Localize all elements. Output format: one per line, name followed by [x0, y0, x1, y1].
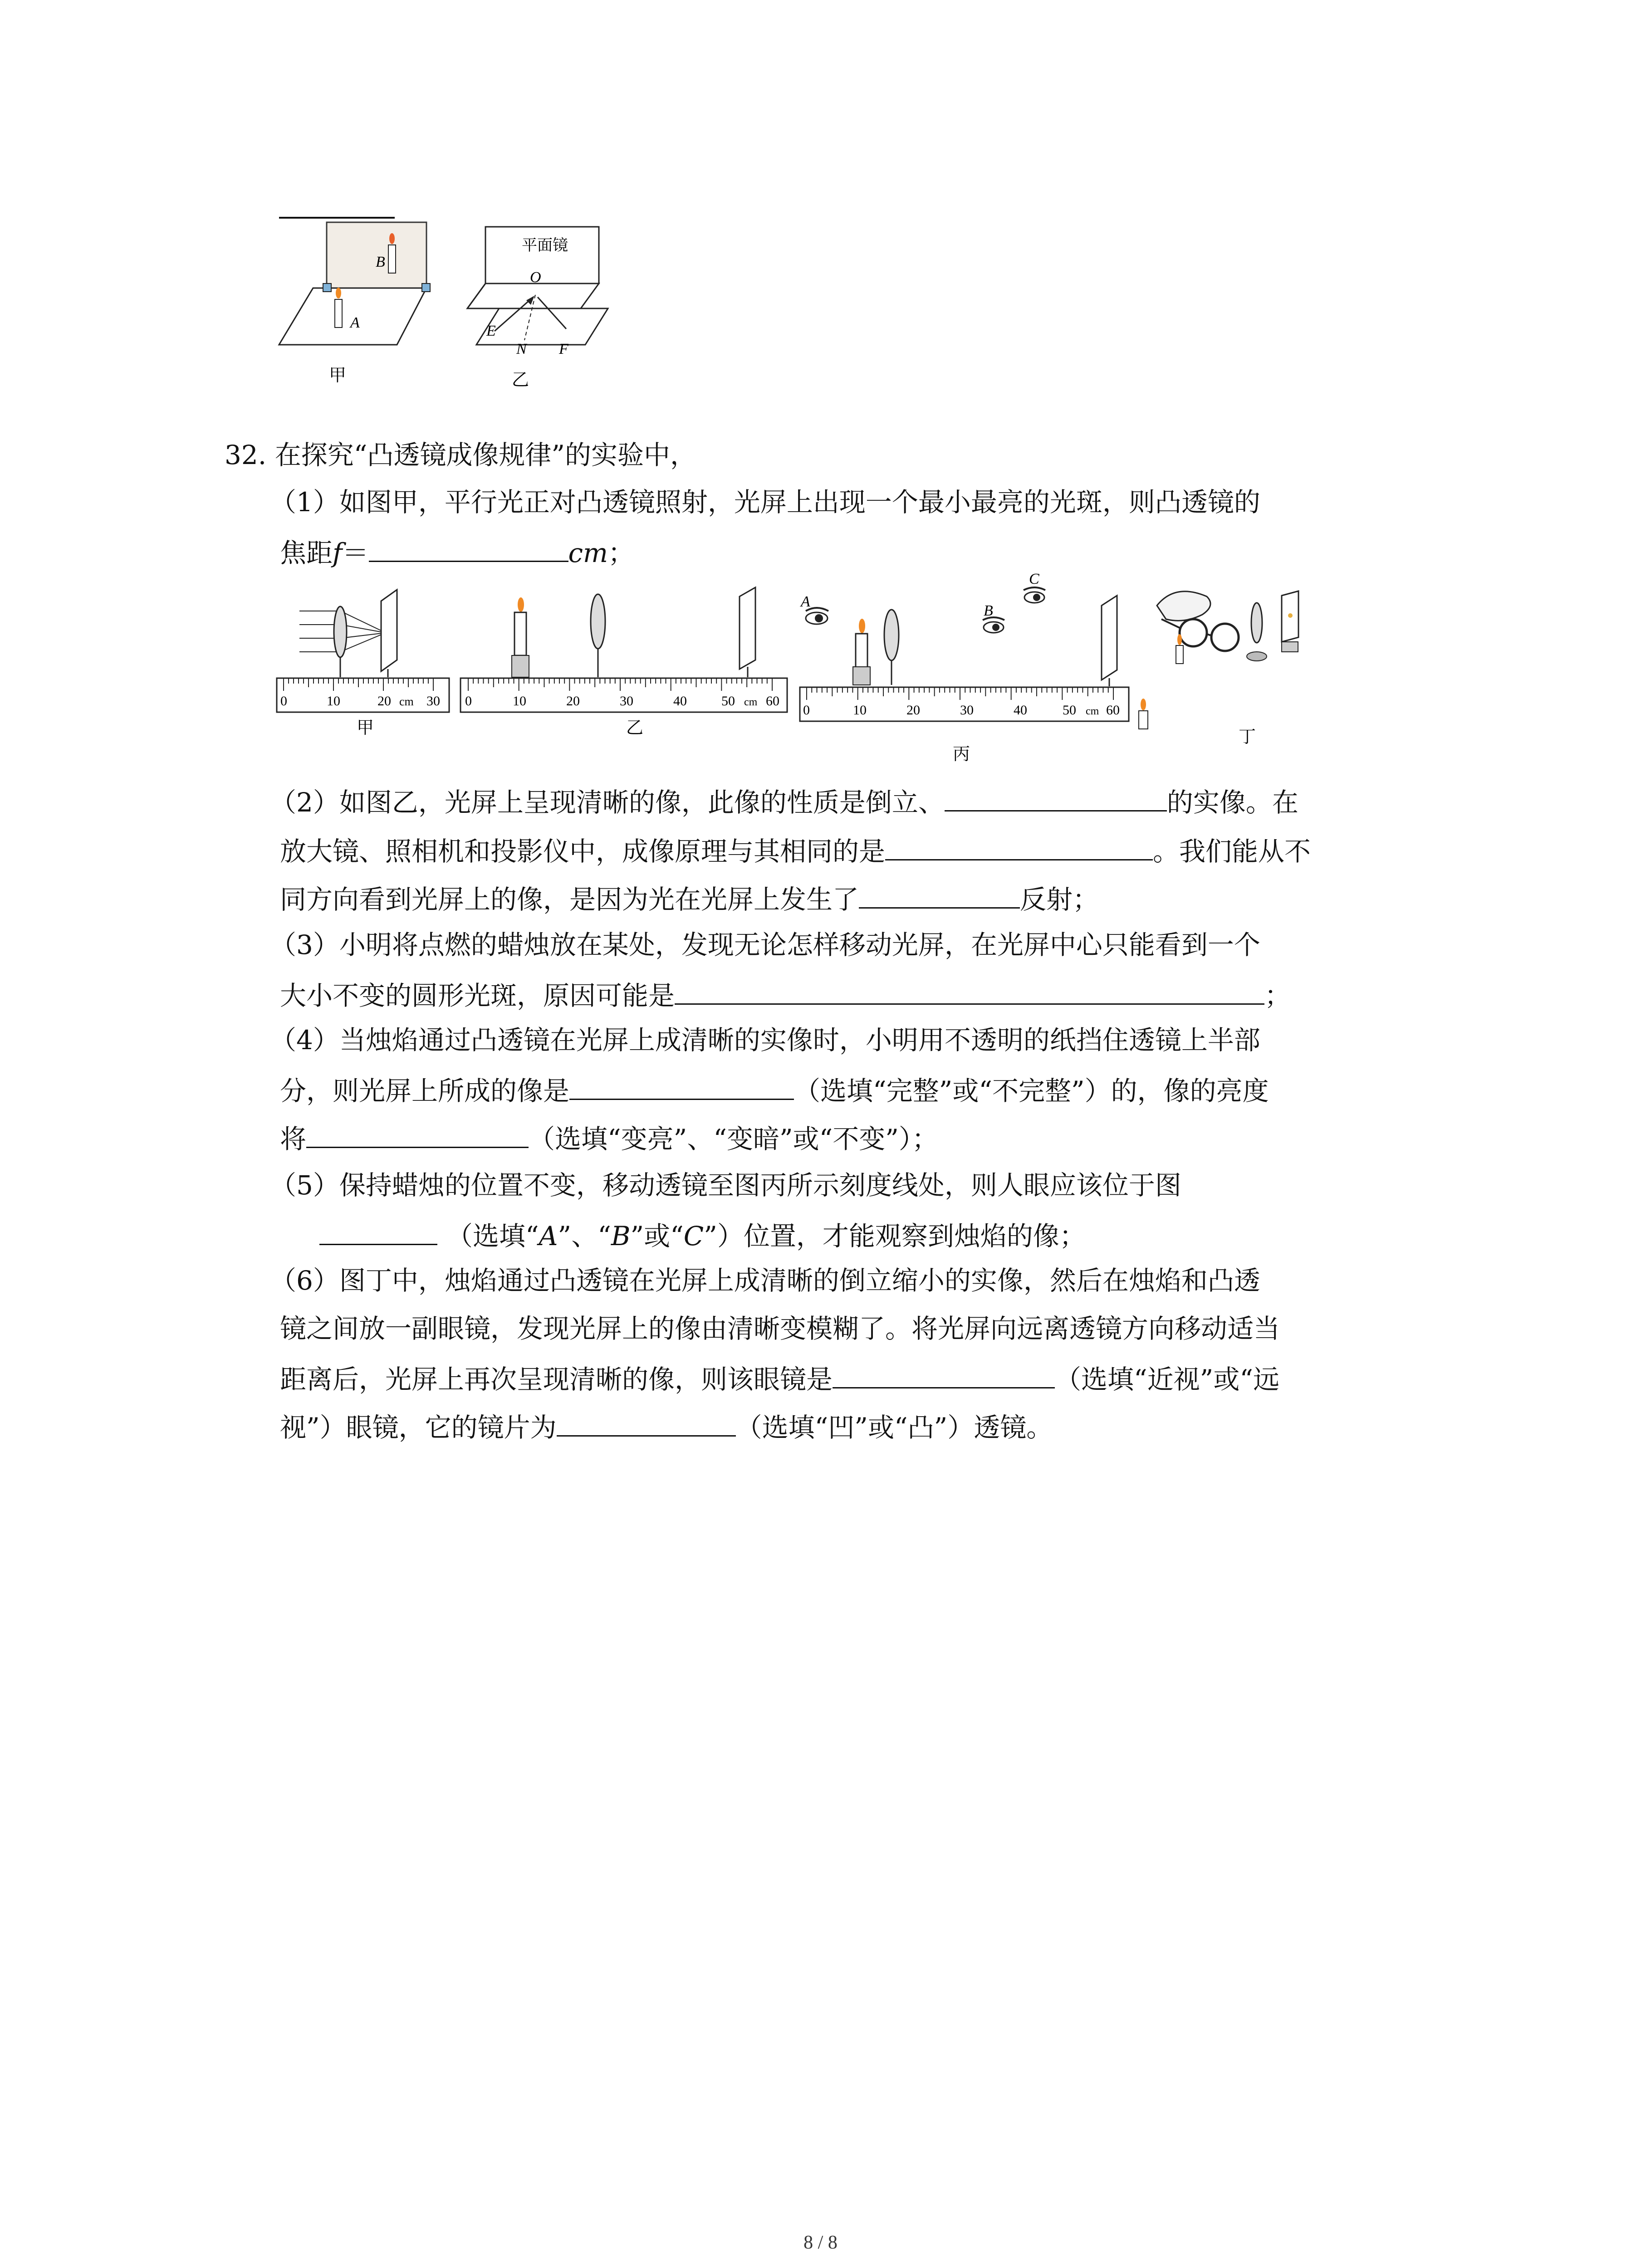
- option-C: C: [683, 1221, 704, 1251]
- part3-text-b: ；: [1264, 980, 1291, 1011]
- ruler-yi-unit: cm: [744, 696, 758, 708]
- part6-line4: [280, 1409, 1053, 1443]
- part2-text-a: （2）如图乙，光屏上呈现清晰的像，此像的性质是倒立、: [270, 787, 945, 818]
- ruler-yi-tick-10: 10: [513, 694, 526, 709]
- part6-line1: （6）图丁中，烛焰通过凸透镜在光屏上成清晰的倒立缩小的实像，然后在烛焰和凸透: [270, 1265, 1260, 1296]
- unit-cm: cm: [568, 538, 608, 568]
- question-number: 32.: [225, 440, 267, 470]
- ruler-bing-tick-20: 20: [906, 703, 920, 718]
- part2-line2: [280, 833, 1311, 867]
- eye-C: [1024, 571, 1045, 603]
- point-N: N: [516, 341, 527, 357]
- eye-B-label: B: [984, 602, 993, 619]
- ruler-jia-tick-30: 30: [426, 694, 440, 709]
- ruler-jia-tick-20: 20: [377, 694, 391, 709]
- convex-lens-bing: [884, 610, 899, 660]
- equals-sign: ＝: [342, 538, 369, 568]
- ruler-bing-unit: cm: [1086, 705, 1099, 717]
- ruler-bing-tick-30: 30: [960, 703, 974, 718]
- point-F: F: [559, 341, 568, 357]
- eye-position-blank[interactable]: [319, 1217, 437, 1245]
- optical-bench-figures: [272, 569, 1352, 769]
- figure-ding-label: 丁: [1239, 727, 1256, 747]
- ruler-yi-tick-30: 30: [620, 694, 633, 709]
- part3-text-a: 大小不变的圆形光斑，原因可能是: [280, 980, 675, 1011]
- figure-bing: [800, 571, 1148, 764]
- part1-end: ；: [607, 538, 634, 568]
- figure-jia-label: 甲: [357, 718, 374, 738]
- part6-line3: [280, 1361, 1279, 1395]
- ruler-yi-tick-20: 20: [566, 694, 580, 709]
- part5-text-a: （选填“: [446, 1221, 539, 1251]
- convex-lens-jia: [334, 606, 347, 657]
- question-stem: [225, 439, 696, 471]
- ruler-yi-tick-60: 60: [766, 694, 779, 709]
- figure-yi: [460, 587, 787, 738]
- optical-device-blank[interactable]: [885, 833, 1153, 860]
- top-figure: [272, 200, 635, 395]
- part2-line1: [270, 784, 1298, 818]
- candle-yi: [514, 612, 526, 655]
- part6-line2: 镜之间放一副眼镜，发现光屏上的像由清晰变模糊了。将光屏向远离透镜方向移动适当: [280, 1313, 1280, 1344]
- glasses-type-blank[interactable]: [833, 1361, 1055, 1388]
- screen-yi: [740, 587, 755, 669]
- screen-jia: [381, 590, 397, 671]
- part4-text-b: （选填“完整”或“不完整”）的，像的亮度: [794, 1075, 1269, 1106]
- part5-text-d: ”）位置，才能观察到烛焰的像；: [704, 1221, 1086, 1251]
- top-figure-label-yi: 乙: [512, 370, 529, 390]
- focal-symbol: f: [333, 538, 343, 568]
- focal-length-blank[interactable]: [369, 534, 568, 562]
- part6-text-d: （选填“凹”或“凸”）透镜。: [735, 1412, 1053, 1443]
- part5-text-c: ”或“: [630, 1221, 684, 1251]
- option-B: B: [611, 1221, 631, 1251]
- part2-text-c: 放大镜、照相机和投影仪中，成像原理与其相同的是: [280, 836, 886, 867]
- question-stem-text: 在探究“凸透镜成像规律”的实验中，: [274, 440, 696, 470]
- point-O: O: [530, 269, 541, 286]
- ruler-yi-tick-0: 0: [465, 694, 472, 709]
- part3-line2: [280, 977, 1291, 1012]
- brightness-blank[interactable]: [306, 1120, 529, 1148]
- figure-ding: [1157, 591, 1298, 747]
- ruler-bing-tick-0: 0: [803, 703, 810, 718]
- candle-bing: [856, 634, 867, 670]
- page-number: 8 / 8: [803, 2232, 838, 2253]
- part2-text-e: 同方向看到光屏上的像，是因为光在光屏上发生了: [280, 884, 859, 915]
- figure-bing-label: 丙: [953, 744, 970, 764]
- part3-line1: （3）小明将点燃的蜡烛放在某处，发现无论怎样移动光屏，在光屏中心只能看到一个: [270, 929, 1260, 960]
- part5-line2: [319, 1217, 1086, 1252]
- part4-line1: （4）当烛焰通过凸透镜在光屏上成清晰的实像时，小明用不透明的纸挡住透镜上半部: [270, 1025, 1260, 1056]
- ruler-bing-tick-60: 60: [1106, 703, 1120, 718]
- convex-lens-yi: [591, 594, 605, 649]
- figure-yi-mirror: [467, 227, 608, 357]
- part4-text-a: 分，则光屏上所成的像是: [280, 1075, 570, 1106]
- ruler-yi-tick-40: 40: [673, 694, 687, 709]
- ruler-jia-tick-0: 0: [280, 694, 287, 709]
- part5-text-b: ”、“: [558, 1221, 611, 1251]
- part4-line3: [280, 1120, 938, 1155]
- part2-line3: [280, 881, 1099, 915]
- reason-blank[interactable]: [675, 977, 1264, 1005]
- ruler-jia-unit: cm: [399, 695, 414, 708]
- part5-line1: （5）保持蜡烛的位置不变，移动透镜至图丙所示刻度线处，则人眼应该位于图: [270, 1170, 1181, 1201]
- ruler-yi-tick-50: 50: [721, 694, 735, 709]
- glasses-icon: [1157, 591, 1239, 651]
- eye-A: [800, 593, 828, 624]
- point-B: B: [376, 254, 385, 270]
- part4-text-c: 将: [280, 1124, 307, 1154]
- part4-line2: [280, 1072, 1269, 1107]
- figure-yi-label: 乙: [626, 718, 644, 738]
- ruler-jia-tick-10: 10: [327, 694, 340, 709]
- image-completeness-blank[interactable]: [569, 1072, 794, 1100]
- part2-text-d: 。我们能从不: [1153, 836, 1311, 867]
- eye-C-label: C: [1029, 571, 1039, 587]
- part6-text-a: 距离后，光屏上再次呈现清晰的像，则该眼镜是: [280, 1364, 833, 1395]
- reflection-type-blank[interactable]: [859, 881, 1020, 909]
- part4-text-d: （选填“变亮”、“变暗”或“不变”）；: [529, 1124, 938, 1154]
- eye-A-label: A: [801, 593, 810, 610]
- ruler-bing-tick-40: 40: [1014, 703, 1027, 718]
- top-figure-label-jia: 甲: [329, 365, 347, 385]
- part6-text-c: 视”）眼镜，它的镜片为: [280, 1412, 557, 1443]
- part1-line2: [280, 534, 634, 569]
- figure-jia: [277, 590, 449, 738]
- mirror-label: 平面镜: [522, 236, 568, 254]
- point-E: E: [486, 323, 496, 339]
- point-A: A: [350, 314, 360, 331]
- screen-bing: [1102, 596, 1117, 680]
- part1-line1: （1）如图甲，平行光正对凸透镜照射，光屏上出现一个最小最亮的光斑，则凸透镜的: [270, 487, 1260, 518]
- lens-type-blank[interactable]: [557, 1409, 736, 1437]
- eye-B: [983, 602, 1004, 633]
- part1-prefix: 焦距: [280, 538, 333, 568]
- ruler-bing-tick-50: 50: [1063, 703, 1076, 718]
- figure-jia-plane: [279, 222, 430, 345]
- option-A: A: [539, 1221, 558, 1251]
- ruler-bing-tick-10: 10: [853, 703, 867, 718]
- part6-text-b: （选填“近视”或“远: [1055, 1364, 1279, 1395]
- part2-text-b: 的实像。在: [1166, 787, 1298, 818]
- part2-text-f: 反射；: [1020, 884, 1099, 915]
- image-property-blank[interactable]: [945, 784, 1167, 811]
